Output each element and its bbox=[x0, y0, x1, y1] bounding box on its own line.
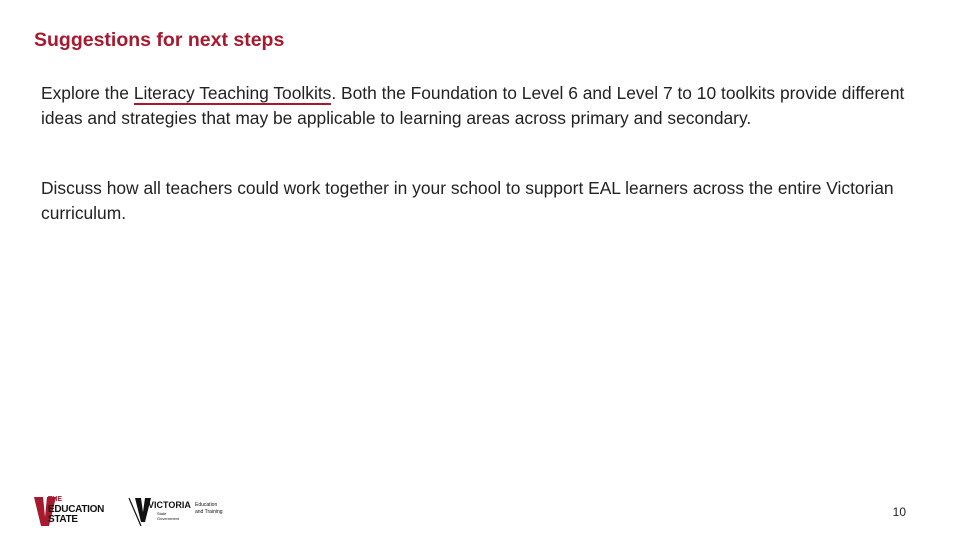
paragraph-text-before-link: Explore the bbox=[41, 83, 134, 103]
paragraph-text-after-link: . Both the Foundation to Level 6 and Level 7 to 10 toolkits provide different ideas and strategies that may be applicable to learning areas across primary and secondary. bbox=[41, 83, 905, 128]
education-state-line1: THE bbox=[48, 496, 62, 503]
department-line1: Education bbox=[195, 502, 218, 508]
paragraph-discuss: Discuss how all teachers could work together in your school to support EAL learners across the entire Victorian curriculum. bbox=[41, 178, 894, 223]
department-label bbox=[195, 502, 223, 516]
education-state-line3: STATE bbox=[48, 514, 78, 525]
victoria-sub1: State bbox=[157, 511, 167, 516]
education-state-line2: EDUCATION bbox=[48, 504, 105, 515]
department-line2: and Training bbox=[195, 509, 223, 515]
victoria-state-government-logo bbox=[135, 498, 195, 528]
literacy-toolkits-link[interactable]: Literacy Teaching Toolkits bbox=[133, 83, 332, 103]
victoria-name: VICTORIA bbox=[148, 500, 191, 510]
education-state-logo bbox=[34, 496, 124, 528]
victoria-sub2: Government bbox=[157, 516, 180, 521]
page-number: 10 bbox=[892, 505, 906, 519]
paragraph-explore-toolkits bbox=[41, 81, 921, 130]
slide-title: Suggestions for next steps bbox=[34, 29, 285, 51]
